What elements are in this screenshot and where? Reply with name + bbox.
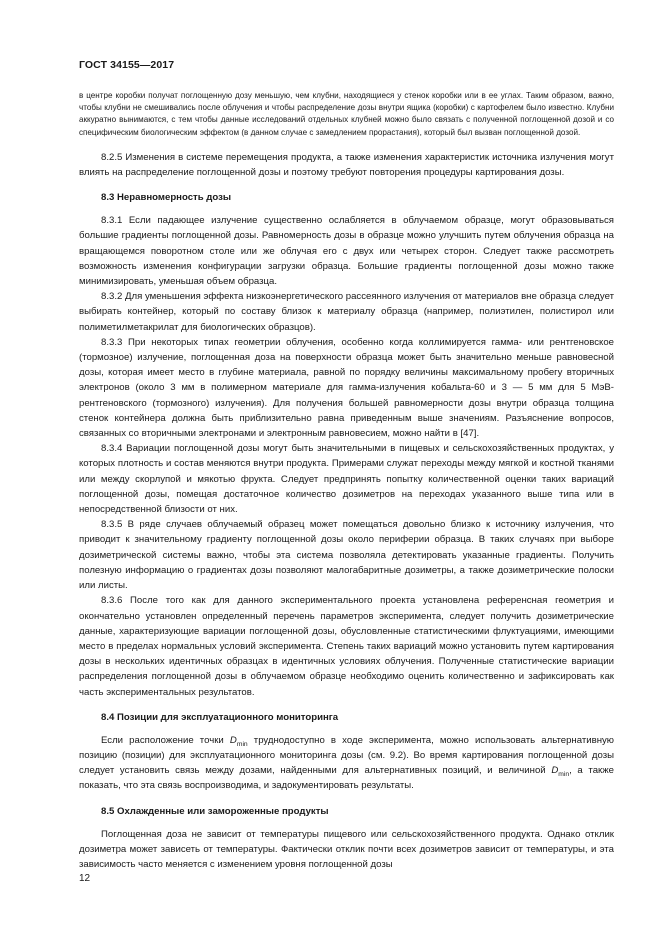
paragraph-8-4-text-1: Если расположение точки — [101, 734, 230, 746]
paragraph-8-4 — [79, 733, 614, 794]
dose-symbol: D — [551, 765, 559, 777]
page-number: 12 — [79, 873, 91, 884]
paragraph-8-3-2: 8.3.2 Для уменьшения эффекта низкоэнергетического рассеянного излучения от материалов вне образца следует выбирать контейнер, который по составу близок к материалу образца (например, полиэтилен, полистирол или полиметилметакрилат для биологических образцов). — [79, 291, 614, 333]
paragraph-8-3-4: 8.3.4 Вариации поглощенной дозы могут быть значительными в пищевых и сельскохозяйственных продуктах, у которых плотность и состав меняются внутри продукта. Примерами служат переходы между мягкой и костной тканями или между скорлупой и мякотью фрукта. Следует предпринять попытку количественной оценки таких вариаций поглощенной дозы, помещая достаточное количество дозиметров на переходах указанного выше типа или в непосредственной близости от них. — [79, 443, 614, 516]
section-heading-8-5: 8.5 Охлажденные или замороженные продукты — [101, 805, 329, 817]
note-paragraph: в центре коробки получат поглощенную дозу меньшую, чем клубни, находящиеся у стенок коробки или в ее углах. Таким образом, важно, чтобы клубни не смешивались после облучения и чтобы распределение дозы внутри ящика (коробки) с картофелем было известно. Клубни аккуратно вынимаются, с тем чтобы данные исследований отдельных клубней можно было связать с полученной поглощенной дозой и со специфическим биологическим эффектом (в данном случае с замедлением прорастания), который был вызван поглощенной дозой. — [79, 91, 614, 137]
paragraph-8-3-6: 8.3.6 После того как для данного экспериментального проекта установлена референсная геометрия и окончательно установлен определенный перечень параметров эксперимента, следует получить дозиметрические данные, характеризующие вариации поглощенной дозы, обусловленные статистическими флуктуациями, имеющими место в пределах нормальных условий эксперимента. Степень таких вариаций можно установить путем картирования дозы в нескольких идентичных образцах в идентичных условиях облучения. Полученные статистические вариации распределения поглощенной дозы в облучаемом образце необходимо оценить количественно и зафиксировать как часть экспериментальных результатов. — [79, 595, 614, 698]
section-heading-8-3: 8.3 Неравномерность дозы — [101, 192, 232, 204]
paragraph-8-5: Поглощенная доза не зависит от температуры пищевого или сельскохозяйственного продукта. Однако отклик дозиметра может зависеть от температуры. Фактически отклик почти всех дозиметров зависит от температуры, и эта зависимость часто меняется с изменением уровня поглощенной дозы — [79, 828, 614, 870]
page-body — [79, 90, 614, 872]
paragraph-8-4-text-3: , а также показать, что эта связь воспроизводима, и задокументировать результаты. — [79, 765, 614, 792]
paragraph-8-3-5: 8.3.5 В ряде случаев облучаемый образец может помещаться довольно близко к источнику излучения, что приводит к значительному градиенту поглощенной дозы около периферии образца. В таких случаях при выборе дозиметрической системы важно, чтобы эта система позволяла детектировать указанные градиенты. Получить полезную информацию о градиентах дозы позволяют малогабаритные дозиметры, а также дозиметрические полоски или листы. — [79, 519, 614, 592]
dose-symbol: D — [229, 734, 237, 746]
paragraph-8-3-3: 8.3.3 При некоторых типах геометрии облучения, особенно когда коллимируется гамма- или рентгеновское (тормозное) излучение, поглощенная доза на поверхности образца может быть значительно меньше равновесной дозы, которая имеет место в глубине материала, равной по порядку величины максимальному пробегу вторичных электронов (около 3 мм в полимерном материале для гамма-излучения кобальта-60 и 3 — 5 мм для 5 МэВ-рентгеновского (тормозного) излучения). Для получения большей равномерности дозы внутри образца толщина стенок контейнера должна быть приблизительно равна приведенным выше значениям. Разъяснение вопросов, связанных со вторичными электронами и электронным равновесием, можно найти в [47]. — [79, 336, 614, 440]
section-heading-8-4: 8.4 Позиции для эксплуатационного мониторинга — [101, 711, 339, 723]
dose-subscript: min — [558, 771, 570, 779]
paragraph-8-3-1: 8.3.1 Если падающее излучение существенно ослабляется в облучаемом образце, могут образовываться большие градиенты поглощенной дозы. Равномерность дозы в образце можно улучшить путем облучения образца на вращающемся поворотном столе или же облучая его с двух или четырех сторон. Следует также рассмотреть возможность изменения конфигурации загрузки образца. Большие градиенты поглощенной дозы можно также минимизировать, уменьшая объем образца. — [79, 215, 614, 288]
paragraph-8-2-5: 8.2.5 Изменения в системе перемещения продукта, а также изменения характеристик источника излучения могут влиять на распределение поглощенной дозы и поэтому требуют повторения процедуры картирования дозы. — [79, 151, 614, 179]
dose-subscript: min — [236, 740, 248, 748]
paragraph-8-4-text-2: труднодоступно в ходе эксперимента, можно использовать альтернативную позицию (позиции) для эксплуатационного мониторинга дозы (см. 9.2). Во время картирования поглощенной дозы следует установить связь между дозами, найденными для альтернативных позиций, и величиной — [79, 734, 614, 777]
standard-header: ГОСТ 34155—2017 — [79, 59, 175, 71]
